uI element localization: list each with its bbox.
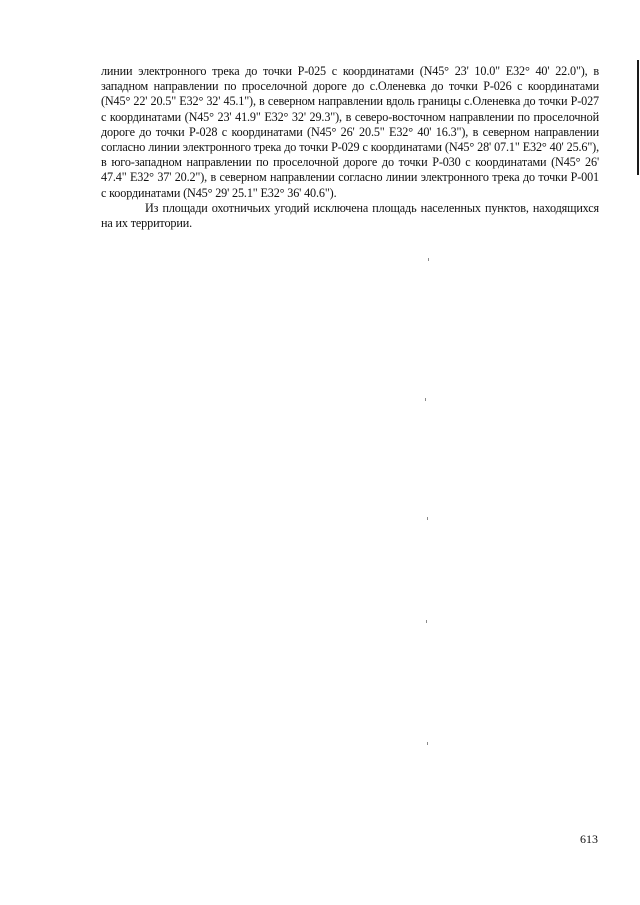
scan-speck — [427, 517, 428, 520]
scan-speck — [428, 258, 429, 261]
scan-speck — [425, 398, 426, 401]
page-number: 613 — [580, 832, 598, 846]
body-text — [101, 64, 599, 231]
scan-speck — [426, 620, 427, 623]
paragraph-boundary-description: линии электронного трека до точки Р-025 с координатами (N45° 23' 10.0" E32° 40' 22.0"), в западном направлении по проселочной дороге до с.Оленевка до точки Р-026 с координатами (N45° 22' 20.5" E32° 32' 45.1"), в северном направлении вдоль границы с.Оленевка до точки Р-027 с координатами (N45° 23' 41.9" E32° 32' 29.3"), в северо-восточном направлении по проселочной дороге до точки Р-028 с координатами (N45° 26' 20.5" E32° 40' 16.3"), в северном направлении согласно линии электронного трека до точки Р-029 с координатами (N45° 28' 07.1" E32° 40' 25.6"), в юго-западном направлении по проселочной дороге до точки Р-030 с координатами (N45° 26' 47.4" E32° 37' 20.2"), в северном направлении согласно линии электронного трека до точки Р-001 с координатами (N45° 29' 25.1" E32° 36' 40.6"). — [101, 64, 599, 200]
paragraph-exclusion-note: Из площади охотничьих угодий исключена площадь населенных пунктов, находящихся на их территории. — [101, 200, 599, 231]
scan-speck — [427, 742, 428, 745]
scan-edge-mark — [637, 60, 639, 175]
